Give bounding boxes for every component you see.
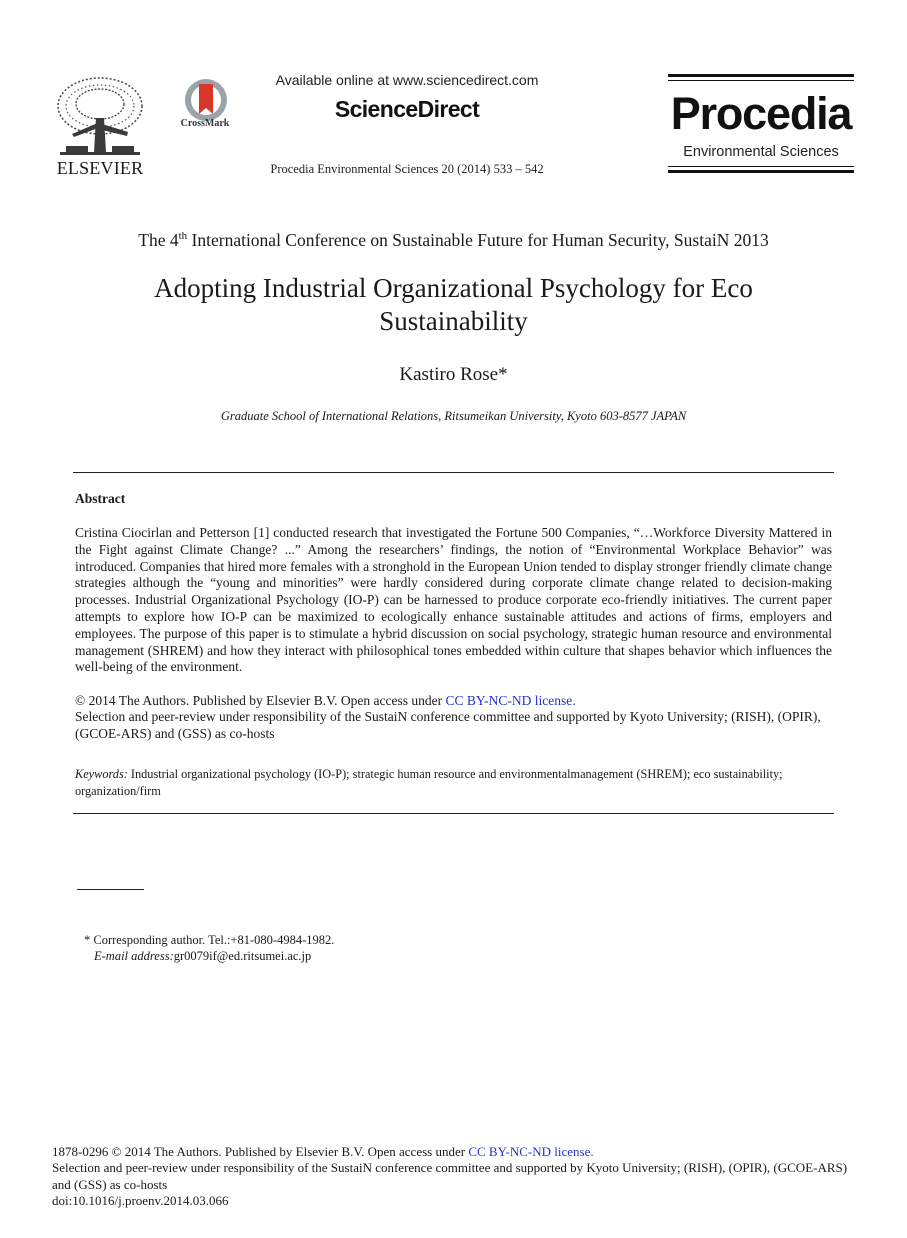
paper-title-line-2: Sustainability — [379, 306, 528, 336]
copyright-line: © 2014 The Authors. Published by Elsevier B.V. Open access under CC BY-NC-ND license. — [75, 693, 576, 708]
procedia-title: Procedia — [670, 88, 852, 139]
footer-license-link[interactable]: CC BY-NC-ND license. — [468, 1144, 594, 1159]
corresponding-author-footnote — [84, 932, 584, 964]
conference-name: The 4th International Conference on Sustainable Future for Human Security, SustaiN 2013 — [138, 230, 769, 250]
footnote-rule — [77, 889, 144, 890]
divider-top — [73, 472, 834, 473]
author-name: Kastiro Rose* — [399, 364, 508, 385]
procedia-rule-bottom-thin — [668, 166, 854, 167]
sciencedirect-logo[interactable]: ScienceDirect — [334, 96, 480, 122]
keywords-text: Industrial organizational psychology (IO-P); strategic human resource and environmentalmanagement (SHREM); eco sustainability; organization/firm — [75, 767, 783, 798]
procedia-rule-top — [668, 74, 854, 77]
elsevier-wordmark: ELSEVIER — [56, 158, 144, 178]
journal-reference: Procedia Environmental Sciences 20 (2014) 533 – 542 — [270, 162, 544, 176]
author-affiliation: Graduate School of International Relations, Ritsumeikan University, Kyoto 603-8577 JAPAN — [220, 409, 687, 423]
license-link[interactable]: CC BY-NC-ND license. — [445, 693, 576, 708]
paper-title-line-1: Adopting Industrial Organizational Psychology for Eco — [154, 273, 753, 303]
footnote-phone: * Corresponding author. Tel.:+81-080-4984-1982. — [84, 933, 335, 947]
available-online-text: Available online at www.sciencedirect.com — [275, 72, 539, 88]
crossmark-label: CrossMark — [180, 118, 230, 129]
procedia-rule-top-thin — [668, 80, 854, 81]
footer-issn-line: 1878-0296 © 2014 The Authors. Published by Elsevier B.V. Open access under CC BY-NC-ND license. — [52, 1144, 594, 1159]
abstract-body: Cristina Ciocirlan and Petterson [1] conducted research that investigated the Fortune 500 Companies, “…Workforce Diversity Mattered in the Fight against Climate Change? ...” Among the researchers’ findings, the notion of “Environmental Workplace Behavior” was introduced. Companies that hired more females with a stronghold in the European Union tended to display stronger friendly climate change strategies although the “young and minorities” were hardly considered during corporate climate change related to decision-making processes. Industrial Organizational Psychology (IO-P) can be harnessed to produce corporate eco-friendly initiatives. The current paper attempts to explore how IO-P can be maximized to ecologically enhance sustainable attitudes and actions of firms, employers and employees. The purpose of this paper is to stimulate a hybrid discussion on social psychology, strategic human resource and environmental management (SHREM) and how they interact with philosophical tones embedded within culture that shapes behavior which influences the well-being of the environment. — [75, 525, 832, 675]
keywords — [75, 766, 832, 800]
email-address[interactable]: gr0079if@ed.ritsumei.ac.jp — [173, 949, 312, 963]
email-label: E-mail address: — [94, 949, 174, 963]
divider-bottom — [73, 813, 834, 814]
copyright-notice — [75, 693, 832, 742]
procedia-logo — [668, 74, 854, 178]
footer-doi[interactable]: doi:10.1016/j.proenv.2014.03.066 — [52, 1192, 229, 1208]
abstract-heading: Abstract — [75, 491, 126, 506]
footnote-email — [84, 948, 584, 964]
peer-review-note: Selection and peer-review under responsibility of the SustaiN conference committee and supported by Kyoto University; (RISH), (OPIR), (GCOE-ARS) and (GSS) as co-hosts — [75, 709, 821, 741]
paper-title — [60, 272, 847, 338]
keywords-label: Keywords: — [75, 767, 128, 781]
procedia-rule-bottom — [668, 170, 854, 173]
page-footer — [52, 1144, 864, 1209]
procedia-subtitle: Environmental Sciences — [683, 144, 839, 160]
footer-selection-note: Selection and peer-review under responsibility of the SustaiN conference committee and supported by Kyoto University; (RISH), (OPIR), (GCOE-ARS) and (GSS) as co-hosts — [52, 1160, 848, 1192]
